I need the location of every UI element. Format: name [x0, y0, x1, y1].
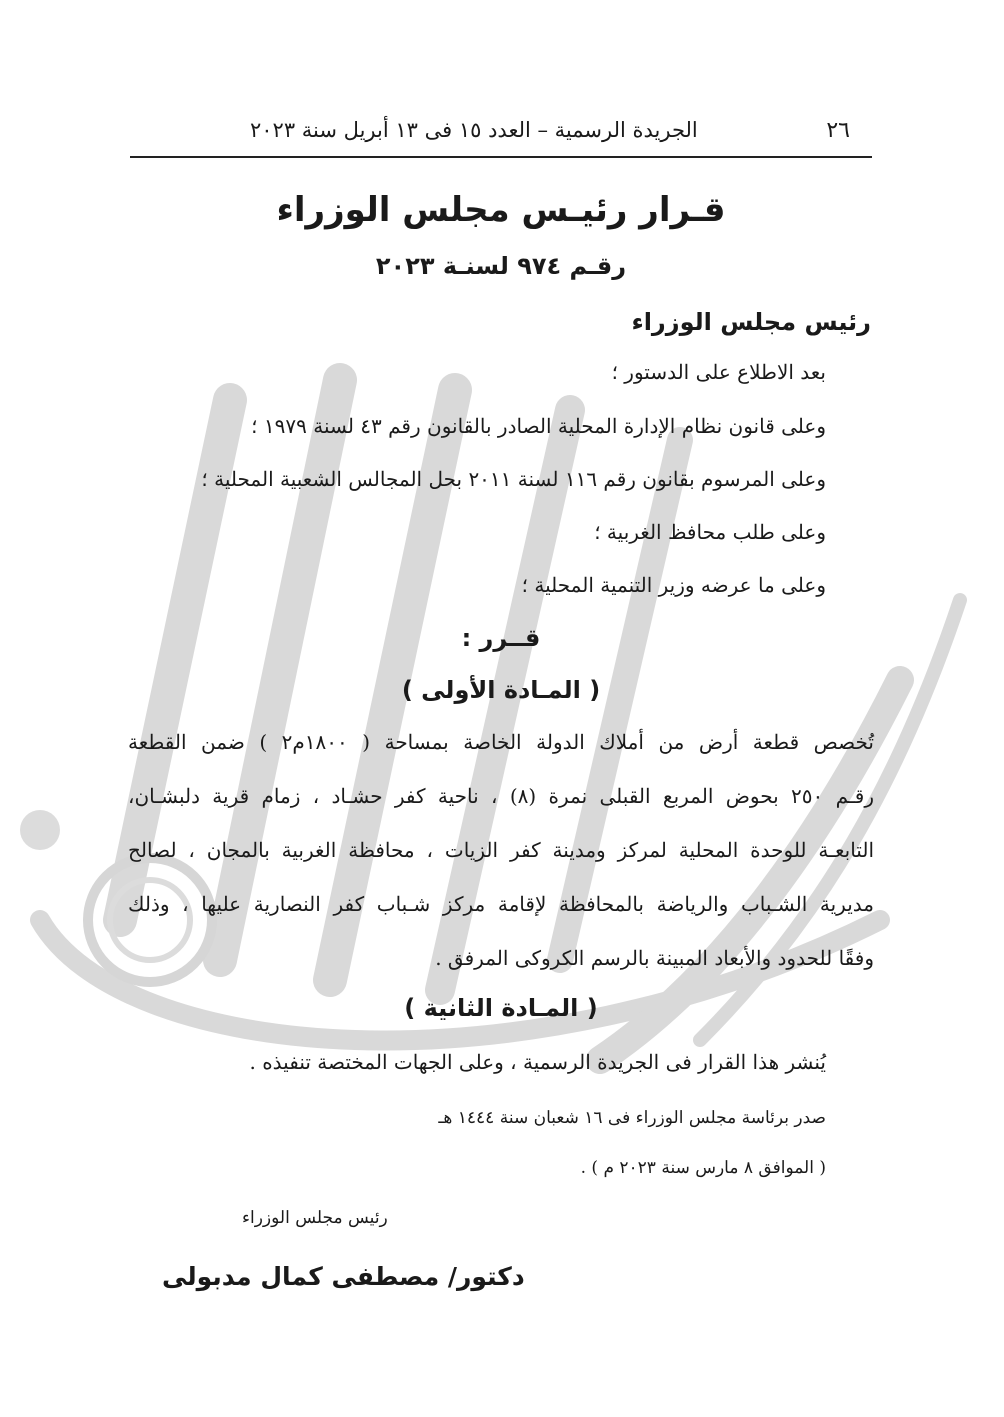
- article-2-text: يُنشر هذا القرار فى الجريدة الرسمية ، وعلى الجهات المختصة تنفيذه .: [249, 1050, 826, 1074]
- running-header: [130, 112, 872, 158]
- signatory-title: رئيس مجلس الوزراء: [242, 1208, 388, 1228]
- article-1-line: رقـم ٢٥٠ بحوض المربع القبلى نمرة (٨) ، ناحية كفر حشـاد ، زمام قرية دلبشـان،: [128, 784, 875, 808]
- preamble-item: وعلى ما عرضه وزير التنمية المحلية ؛: [521, 573, 826, 597]
- preamble-item: وعلى قانون نظام الإدارة المحلية الصادر بالقانون رقم ٤٣ لسنة ١٩٧٩ ؛: [251, 414, 826, 438]
- page-number: ٢٦: [826, 118, 850, 143]
- issuance-hijri-date: صدر برئاسة مجلس الوزراء فى ١٦ شعبان سنة ١٤٤٤ هـ: [438, 1108, 826, 1128]
- article-1-line: وفقًا للحدود والأبعاد المبينة بالرسم الكروكى المرفق .: [435, 946, 874, 970]
- article-1-line: تُخصص قطعة أرض من أملاك الدولة الخاصة بمساحة ( ١٨٠٠م٢ ) ضمن القطعة: [128, 730, 874, 754]
- decided-heading: قــرر :: [461, 624, 541, 652]
- issuance-gregorian-date: ( الموافق ٨ مارس سنة ٢٠٢٣ م ) .: [580, 1158, 826, 1178]
- article-1-line: مديرية الشـباب والرياضة بالمحافظة لإقامة مركز شـباب كفر النصارية عليها ، وذلك: [128, 892, 874, 916]
- gazette-issue-title: الجريدة الرسمية – العدد ١٥ فى ١٣ أبريل سنة ٢٠٢٣: [250, 118, 698, 142]
- decree-title: قـرار رئيـس مجلس الوزراء: [276, 190, 726, 230]
- preamble-item: بعد الاطلاع على الدستور ؛: [611, 360, 826, 384]
- issuer-heading: رئيس مجلس الوزراء: [631, 308, 871, 336]
- article-2-heading: ( المـادة الثانية ): [404, 994, 598, 1022]
- signatory-name: دكتور/ مصطفى كمال مدبولى: [162, 1262, 525, 1291]
- article-1-heading: ( المـادة الأولى ): [401, 676, 601, 704]
- article-1-line: التابعـة للوحدة المحلية لمركز ومدينة كفر الزيات ، محافظة الغربية بالمجان ، لصالح: [128, 838, 874, 862]
- decree-number: رقـم ٩٧٤ لسنـة ٢٠٢٣: [375, 252, 627, 280]
- preamble-item: وعلى طلب محافظ الغربية ؛: [594, 520, 826, 544]
- preamble-item: وعلى المرسوم بقانون رقم ١١٦ لسنة ٢٠١١ بحل المجالس الشعبية المحلية ؛: [201, 467, 826, 491]
